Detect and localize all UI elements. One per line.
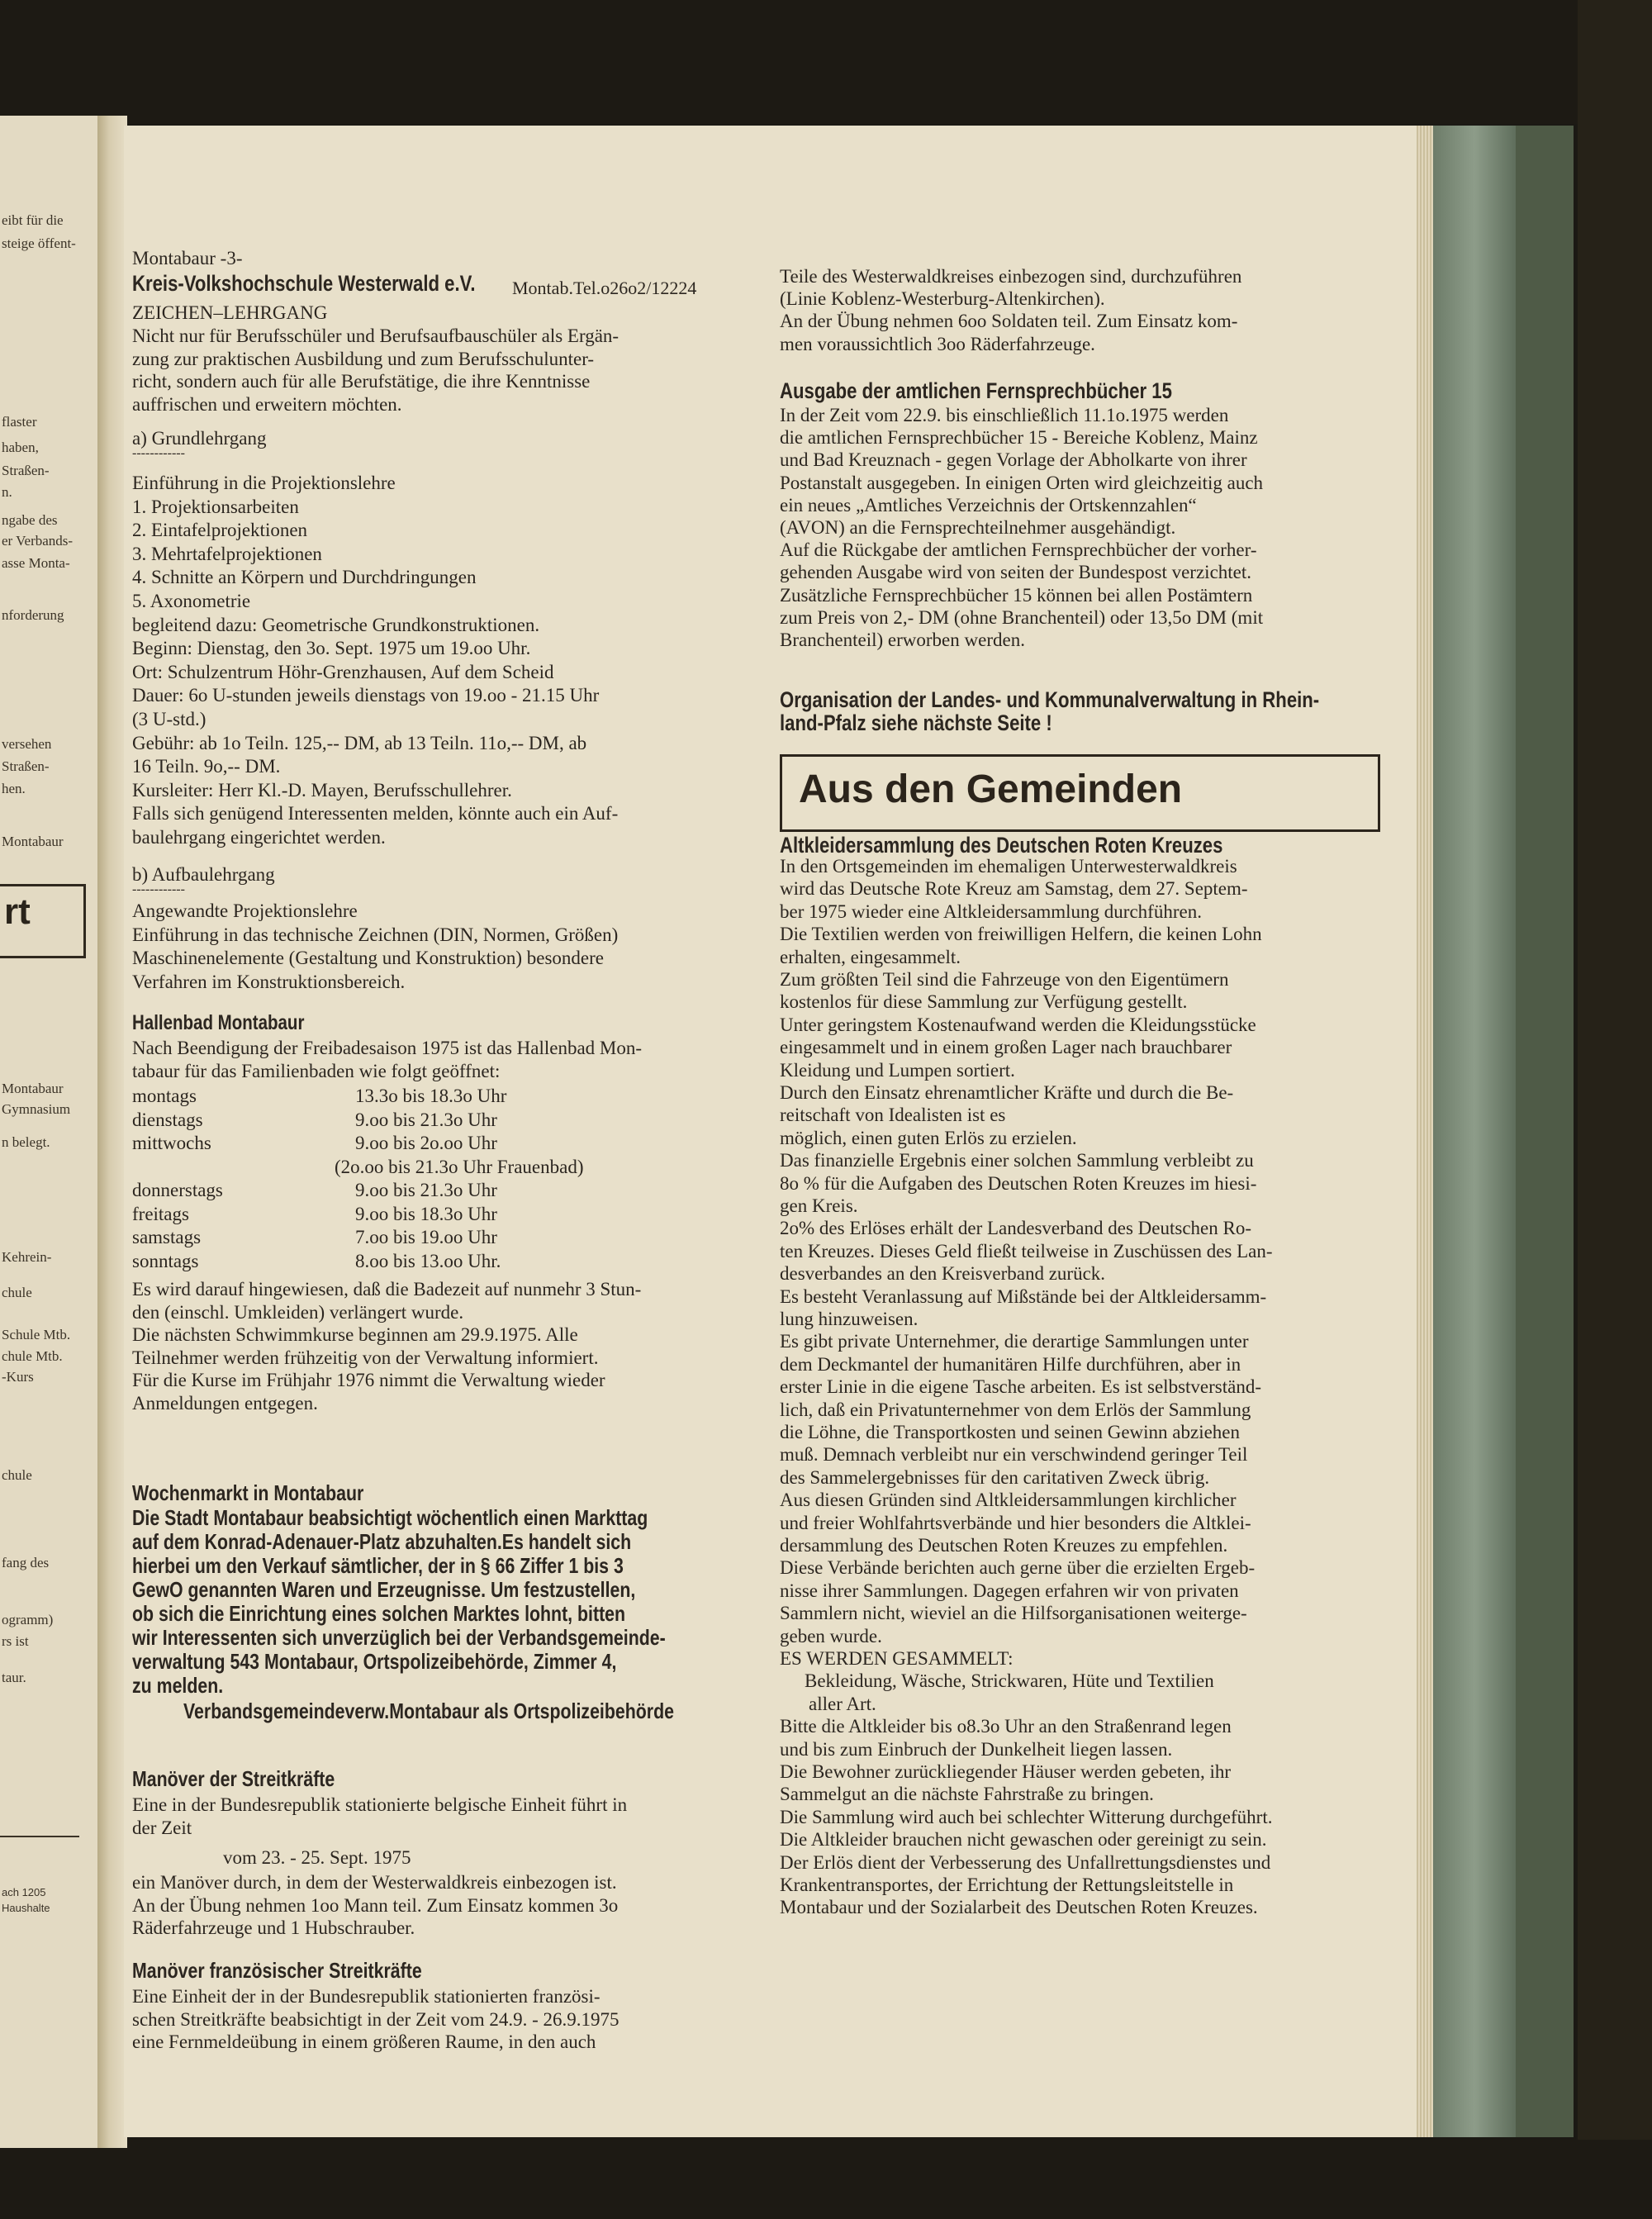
wochenmarkt-line: hierbei um den Verkauf sämtlicher, der in § 66 Ziffer 1 bis 3: [132, 1553, 624, 1578]
body-line: Anmeldungen entgegen.: [132, 1392, 318, 1414]
body-line: men voraussichtlich 3oo Räderfahrzeuge.: [780, 333, 1095, 354]
body-line: reitschaft von Idealisten ist es: [780, 1105, 1006, 1126]
wochenmarkt-signature: Verbandsgemeindeverw.Montabaur als Ortspolizeibehörde: [183, 1699, 674, 1723]
body-line: dersammlung des Deutschen Roten Kreuzes zu empfehlen.: [780, 1535, 1228, 1556]
body-line: und Bad Kreuznach - gegen Vorlage der Abholkarte von ihrer: [780, 449, 1247, 471]
left-page-fragment: er Verbands-: [2, 533, 74, 549]
body-line: zung zur praktischen Ausbildung und zum Berufsschulunter-: [132, 348, 595, 369]
left-page-fragment: ogramm): [2, 1612, 54, 1627]
wochenmarkt-line: ob sich die Einrichtung eines solchen Marktes lohnt, bitten: [132, 1601, 626, 1626]
body-line: gen Kreis.: [780, 1195, 858, 1216]
body-line: kostenlos für diese Sammlung zur Verfügung gestellt.: [780, 991, 1188, 1013]
schedule-time: 9.oo bis 21.3o Uhr: [355, 1180, 497, 1200]
body-line: und bis zum Einbruch der Dunkelheit liegen lassen.: [780, 1738, 1173, 1760]
wochenmarkt-line: verwaltung 543 Montabaur, Ortspolizeibehörde, Zimmer 4,: [132, 1649, 617, 1674]
body-line: möglich, einen guten Erlös zu erzielen.: [780, 1127, 1077, 1148]
left-page-fragment: Schule Mtb.: [2, 1327, 71, 1342]
body-line: Nach Beendigung der Freibadesaison 1975 ist das Hallenbad Mon-: [132, 1038, 643, 1058]
hallenbad-title: Hallenbad Montabaur: [132, 1011, 305, 1034]
body-line: 3. Mehrtafelprojektionen: [132, 543, 322, 564]
body-line: Für die Kurse im Frühjahr 1976 nimmt die Verwaltung wieder: [132, 1370, 605, 1390]
manoever1-date: vom 23. - 25. Sept. 1975: [223, 1847, 411, 1868]
schedule-time: 9.oo bis 2o.oo Uhr: [355, 1133, 497, 1153]
body-line: Maschinenelemente (Gestaltung und Konstruktion) besondere: [132, 948, 605, 968]
left-page-fragment: versehen: [2, 736, 52, 752]
body-line: die amtlichen Fernsprechbücher 15 - Bereiche Koblenz, Mainz: [780, 427, 1258, 449]
left-page-fragment: Montabaur: [2, 834, 64, 849]
subsection-a-title: a) Grundlehrgang: [132, 428, 267, 449]
body-line: 8o % für die Aufgaben des Deutschen Roten Kreuzes im hiesi-: [780, 1172, 1257, 1194]
body-line: Sammlern nicht, wieviel an die Hilfsorganisationen weiterge-: [780, 1603, 1247, 1624]
body-line: Die Bewohner zurückliegender Häuser werden gebeten, ihr: [780, 1761, 1232, 1782]
schedule-day: freitags: [132, 1203, 189, 1224]
course-title: ZEICHEN–LEHRGANG: [132, 302, 328, 323]
body-line: Verfahren im Konstruktionsbereich.: [132, 971, 406, 992]
body-line: Teilnehmer werden frühzeitig von der Verwaltung informiert.: [132, 1347, 599, 1368]
body-line: Einführung in das technische Zeichnen (DIN, Normen, Größen): [132, 924, 619, 945]
body-line: Zusätzliche Fernsprechbücher 15 können bei allen Postämtern: [780, 584, 1253, 606]
body-line: muß. Demnach verbleibt nur ein verschwindend geringer Teil: [780, 1444, 1248, 1466]
body-line: Falls sich genügend Interessenten melden, könnte auch ein Auf-: [132, 803, 619, 824]
fernsprech-title: Ausgabe der amtlichen Fernsprechbücher 15: [780, 378, 1172, 403]
wochenmarkt-line: auf dem Konrad-Adenauer-Platz abzuhalten.Es handelt sich: [132, 1529, 632, 1554]
body-line: richt, sondern auch für alle Berufstätige, die ihre Kenntnisse: [132, 371, 591, 392]
schedule-time: 13.3o bis 18.3o Uhr: [355, 1086, 507, 1106]
left-page-edge: [0, 116, 103, 2148]
left-page-fragment: n.: [2, 484, 12, 500]
background-right: [1578, 0, 1652, 2219]
page-stack-edge: [1417, 126, 1433, 2137]
body-line: In der Zeit vom 22.9. bis einschließlich 11.1o.1975 werden: [780, 405, 1229, 425]
left-page-fragment: Kehrein-: [2, 1249, 52, 1265]
body-line: der Zeit: [132, 1817, 192, 1838]
body-line: ten Kreuzes. Dieses Geld fließt teilweise in Zuschüssen des Lan-: [780, 1240, 1273, 1262]
binder-cover: [1516, 126, 1574, 2137]
wochenmarkt-title: Wochenmarkt in Montabaur: [132, 1480, 364, 1505]
body-line: auffrischen und erweitern möchten.: [132, 393, 402, 415]
body-line: In den Ortsgemeinden im ehemaligen Unterwesterwaldkreis: [780, 856, 1237, 877]
body-line: Zum größten Teil sind die Fahrzeuge von den Eigentümern: [780, 969, 1229, 990]
body-line: Eine Einheit der in der Bundesrepublik stationierten französi-: [132, 1986, 601, 2007]
body-line: Der Erlös dient der Verbesserung des Unfallrettungsdienstes und: [780, 1851, 1271, 1873]
left-page-fragment: flaster: [2, 414, 37, 430]
body-line: begleitend dazu: Geometrische Grundkonstruktionen.: [132, 614, 540, 635]
body-line: Branchenteil) erworben werden.: [780, 630, 1025, 650]
body-line: aller Art.: [809, 1693, 876, 1714]
left-page-fragment: haben,: [2, 440, 39, 455]
body-line: ein neues „Amtliches Verzeichnis der Ortskennzahlen“: [780, 494, 1197, 516]
body-line: Einführung in die Projektionslehre: [132, 473, 396, 493]
body-line: baulehrgang eingerichtet werden.: [132, 827, 386, 848]
left-page-fragment: Gymnasium: [2, 1101, 71, 1117]
body-line: (3 U-std.): [132, 709, 206, 729]
org-name: Kreis-Volkshochschule Westerwald e.V.: [132, 271, 476, 296]
body-line: ES WERDEN GESAMMELT:: [780, 1648, 1014, 1669]
body-line: zum Preis von 2,- DM (ohne Branchenteil) oder 13,5o DM (mit: [780, 606, 1264, 628]
wochenmarkt-line: Die Stadt Montabaur beabsichtigt wöchentlich einen Markttag: [132, 1505, 648, 1530]
left-page-fragment: steige öffent-: [2, 235, 76, 251]
schedule-time: 7.oo bis 19.oo Uhr: [355, 1227, 497, 1247]
left-page-fragment: fang des: [2, 1555, 50, 1570]
left-page-fragment: ngabe des: [2, 512, 58, 528]
body-line: dem Deckmantel der humanitären Hilfe durchführen, aber in: [780, 1353, 1241, 1375]
body-line: Durch den Einsatz ehrenamtlicher Kräfte und durch die Be-: [780, 1082, 1234, 1103]
book-gutter: [97, 116, 127, 2148]
left-page-fragment: rs ist: [2, 1633, 29, 1649]
left-page-fragment: Straßen-: [2, 758, 50, 774]
body-line: erhalten, eingesammelt.: [780, 946, 961, 967]
left-page-fragment: chule Mtb.: [2, 1348, 63, 1364]
body-line: eine Fernmeldeübung in einem größeren Raume, in den auch: [132, 2031, 596, 2052]
body-line: 16 Teiln. 9o,-- DM.: [132, 756, 281, 777]
wochenmarkt-line: wir Interessenten sich unverzüglich bei der Verbandsgemeinde-: [132, 1625, 666, 1650]
binder-spine: [1433, 126, 1519, 2137]
left-page-fragment: Straßen-: [2, 463, 50, 478]
background-bottom: [0, 2140, 1652, 2219]
organisation-note: land-Pfalz siehe nächste Seite !: [780, 710, 1052, 735]
body-line: Ort: Schulzentrum Höhr-Grenzhausen, Auf dem Scheid: [132, 661, 554, 682]
body-line: Räderfahrzeuge und 1 Hubschrauber.: [132, 1917, 415, 1938]
left-page-fragment: n belegt.: [2, 1134, 50, 1150]
left-page-fragment: nforderung: [2, 607, 64, 623]
body-line: eingesammelt und in einem großen Lager nach brauchbarer: [780, 1037, 1232, 1058]
body-line: An der Übung nehmen 1oo Mann teil. Zum Einsatz kommen 3o: [132, 1894, 619, 1916]
body-line: ber 1975 wieder eine Altkleidersammlung durchführen.: [780, 900, 1202, 922]
body-line: Es gibt private Unternehmer, die derartige Sammlungen unter: [780, 1331, 1249, 1352]
left-page-fragment: Montabaur: [2, 1081, 64, 1096]
left-page-fragment: ach 1205: [2, 1886, 46, 1898]
body-line: Aus diesen Gründen sind Altkleidersammlungen kirchlicher: [780, 1490, 1237, 1511]
body-line: erster Linie in die eigene Tasche arbeiten. Es ist selbstverständ-: [780, 1376, 1261, 1398]
body-line: Postanstalt ausgegeben. In einigen Orten wird gleichzeitig auch: [780, 472, 1264, 493]
body-line: den (einschl. Umkleiden) verlängert wurde.: [132, 1301, 464, 1323]
body-line: 1. Projektionsarbeiten: [132, 496, 299, 517]
body-line: Kursleiter: Herr Kl.-D. Mayen, Berufsschullehrer.: [132, 779, 512, 801]
body-line: und freier Wohlfahrtsverbände und hier besonders die Altklei-: [780, 1512, 1251, 1533]
body-line: lich, daß ein Privatunternehmer von dem Erlös der Sammlung: [780, 1399, 1251, 1420]
left-page-fragment: asse Monta-: [2, 555, 70, 571]
body-line: ein Manöver durch, in dem der Westerwaldkreis einbezogen ist.: [132, 1872, 617, 1893]
schedule-day: samstags: [132, 1227, 202, 1247]
left-page-fragment: -Kurs: [2, 1369, 34, 1385]
org-telephone: Montab.Tel.o26o2/12224: [512, 278, 697, 298]
left-page-rule: [0, 1836, 79, 1837]
schedule-time: 9.oo bis 18.3o Uhr: [355, 1203, 497, 1224]
schedule-day: mittwochs: [132, 1133, 211, 1153]
body-line: Die Altkleider brauchen nicht gewaschen oder gereinigt zu sein.: [780, 1829, 1267, 1851]
dash-rule: ------------: [132, 446, 185, 460]
body-line: 2o% des Erlöses erhält der Landesverband des Deutschen Ro-: [780, 1218, 1251, 1239]
body-line: Gebühr: ab 1o Teiln. 125,-- DM, ab 13 Teiln. 11o,-- DM, ab: [132, 732, 587, 753]
body-line: Nicht nur für Berufsschüler und Berufsaufbauschüler als Ergän-: [132, 325, 620, 346]
section-title: Aus den Gemeinden: [799, 767, 1183, 811]
body-line: Krankentransportes, der Errichtung der Rettungsleitstelle in: [780, 1875, 1234, 1895]
body-line: schen Streitkräfte beabsichtigt in der Zeit vom 24.9. - 26.9.1975: [132, 2008, 620, 2030]
schedule-day: donnerstags: [132, 1180, 223, 1200]
background-top: [0, 0, 1652, 124]
body-line: des Sammelergebnisses für den caritativen Zweck übrig.: [780, 1466, 1210, 1488]
right-column: [780, 266, 1383, 2084]
body-line: 4. Schnitte an Körpern und Durchdringungen: [132, 567, 477, 588]
body-line: Die nächsten Schwimmkurse beginnen am 29.9.1975. Alle: [132, 1324, 578, 1345]
schedule-day: montags: [132, 1086, 197, 1106]
body-line: Sammelgut an die nächste Fahrstraße zu bringen.: [780, 1784, 1154, 1805]
body-line: Montabaur und der Sozialarbeit des Deutschen Roten Kreuzes.: [780, 1897, 1258, 1918]
body-line: Bitte die Altkleider bis o8.3o Uhr an den Straßenrand legen: [780, 1716, 1232, 1737]
body-line: 5. Axonometrie: [132, 591, 251, 611]
schedule-time: (2o.oo bis 21.3o Uhr Frauenbad): [335, 1156, 584, 1177]
body-line: Auf die Rückgabe der amtlichen Fernsprechbücher der vorher-: [780, 539, 1257, 561]
body-line: Es wird darauf hingewiesen, daß die Badezeit auf nunmehr 3 Stun-: [132, 1279, 642, 1300]
section-title-box: [780, 754, 1380, 832]
body-line: Es besteht Veranlassung auf Mißstände bei der Altkleidersamm-: [780, 1285, 1267, 1307]
body-line: die Löhne, die Transportkosten und seinen Gewinn abziehen: [780, 1422, 1240, 1442]
body-line: Bekleidung, Wäsche, Strickwaren, Hüte und Textilien: [805, 1670, 1214, 1692]
body-line: An der Übung nehmen 6oo Soldaten teil. Zum Einsatz kom-: [780, 311, 1238, 332]
body-line: 2. Eintafelprojektionen: [132, 520, 308, 541]
left-page-fragment: taur.: [2, 1670, 26, 1685]
body-line: (Linie Koblenz-Westerburg-Altenkirchen).: [780, 288, 1105, 310]
body-line: Beginn: Dienstag, den 3o. Sept. 1975 um 19.oo Uhr.: [132, 638, 531, 659]
left-page-fragment: Haushalte: [2, 1902, 50, 1914]
body-line: desverbandes an den Kreisverband zurück.: [780, 1263, 1106, 1285]
body-line: Teile des Westerwaldkreises einbezogen sind, durchzuführen: [780, 266, 1242, 287]
body-line: (AVON) an die Fernsprechteilnehmer ausgehändigt.: [780, 517, 1176, 538]
body-line: geben wurde.: [780, 1625, 882, 1646]
body-line: Kleidung und Lumpen sortiert.: [780, 1059, 1015, 1081]
body-line: lung hinzuweisen.: [780, 1309, 919, 1329]
body-line: Diese Verbände berichten auch gerne über die erzielten Ergeb-: [780, 1557, 1256, 1579]
body-line: Die Textilien werden von freiwilligen Helfern, die keinen Lohn: [780, 924, 1262, 945]
schedule-day: dienstags: [132, 1109, 203, 1130]
schedule-time: 9.oo bis 21.3o Uhr: [355, 1109, 497, 1130]
body-line: Die Sammlung wird auch bei schlechter Witterung durchgeführt.: [780, 1806, 1273, 1827]
schedule-day: sonntags: [132, 1250, 199, 1271]
left-page-fragment: hen.: [2, 781, 26, 796]
body-line: Angewandte Projektionslehre: [132, 900, 358, 921]
left-page-section-box: [0, 884, 86, 958]
altkleider-title: Altkleidersammlung des Deutschen Roten Kreuzes: [780, 833, 1223, 858]
wochenmarkt-line: zu melden.: [132, 1673, 224, 1698]
body-line: wird das Deutsche Rote Kreuz am Samstag, dem 27. Septem-: [780, 878, 1248, 900]
left-page-box-text: rt: [4, 891, 31, 932]
left-page-fragment: eibt für die: [2, 212, 64, 228]
left-column: [132, 248, 776, 2140]
page-header: Montabaur -3-: [132, 248, 243, 268]
organisation-note: Organisation der Landes- und Kommunalverwaltung in Rhein-: [780, 687, 1320, 712]
wochenmarkt-line: GewO genannten Waren und Erzeugnisse. Um festzustellen,: [132, 1577, 636, 1602]
subsection-b-title: b) Aufbaulehrgang: [132, 864, 275, 885]
body-line: Eine in der Bundesrepublik stationierte belgische Einheit führt in: [132, 1794, 628, 1815]
body-line: Dauer: 6o U-stunden jeweils dienstags von 19.oo - 21.15 Uhr: [132, 685, 600, 706]
manoever2-title: Manöver französischer Streitkräfte: [132, 1958, 422, 1983]
left-page-fragment: chule: [2, 1285, 32, 1300]
body-line: Unter geringstem Kostenaufwand werden die Kleidungsstücke: [780, 1014, 1256, 1035]
schedule-time: 8.oo bis 13.oo Uhr.: [355, 1250, 501, 1271]
left-page-fragment: chule: [2, 1467, 32, 1483]
body-line: Das finanzielle Ergebnis einer solchen Sammlung verbleibt zu: [780, 1150, 1254, 1171]
body-line: tabaur für das Familienbaden wie folgt geöffnet:: [132, 1060, 501, 1081]
body-line: gehenden Ausgabe wird von seiten der Bundespost verzichtet.: [780, 562, 1252, 583]
body-line: nisse ihrer Sammlungen. Dagegen erfahren wir von privaten: [780, 1580, 1239, 1601]
manoever1-title: Manöver der Streitkräfte: [132, 1766, 335, 1791]
dash-rule: ------------: [132, 882, 185, 896]
